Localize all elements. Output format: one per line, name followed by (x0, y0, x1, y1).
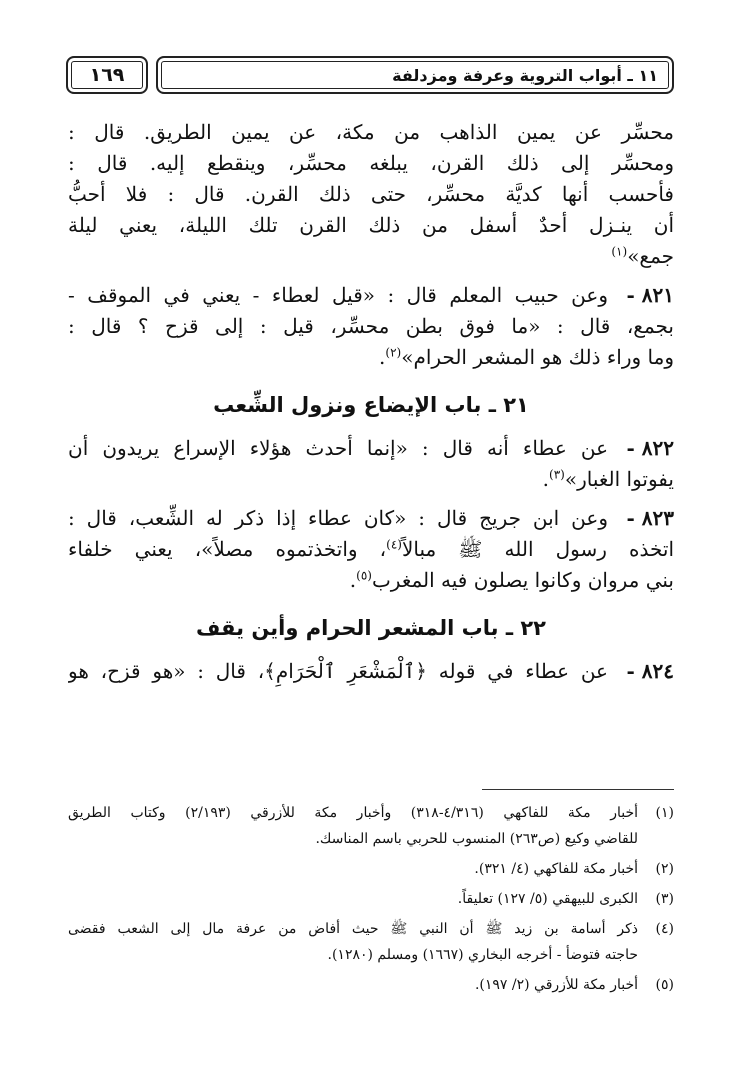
text-fragment: اتخذه رسول الله ﷺ مبالاً (401, 537, 674, 561)
footnote-line: ذكر أسامة بن زيد ﷺ أن النبي ﷺ حيث أفاض من عرفة مال إلى الشعب فقضى (68, 921, 638, 937)
footnote-ref: (٣) (549, 467, 565, 482)
text-fragment: يفوتوا الغبار» (564, 467, 674, 491)
entry-number: ٨٢٤ - (626, 659, 674, 683)
footnote-3 (68, 886, 674, 912)
text-line: فأحسب أنها كديَّة محسِّر، حتى ذلك القرن. قال : فلا أحبُّ (68, 182, 674, 206)
text-line (68, 534, 674, 565)
text-line: ومحسِّر إلى ذلك القرن، يبلغه محسِّر، وينقطع إليه. قال : (68, 151, 674, 175)
footnote-number: (٣) (655, 891, 674, 907)
footnote-line: أخبار مكة للفاكهي (٤/ ٣٢١). (474, 861, 638, 877)
footnote-5 (68, 972, 674, 998)
footnote-ref: (١) (611, 244, 628, 259)
entry-number: ٨٢١ - (626, 283, 674, 307)
footnote-number: (٢) (655, 861, 674, 877)
footnote-2 (68, 856, 674, 882)
footnote-line: الكبرى للبيهقي (٥/ ١٢٧) تعليقاً. (457, 891, 638, 907)
text-line: وعن حبيب المعلم قال : «قيل لعطاء - يعني في الموقف - (68, 283, 608, 307)
text-line (68, 565, 674, 596)
footnote-line: أخبار مكة للأزرقي (٢/ ١٩٧). (474, 977, 638, 993)
text-fragment: جمع» (627, 244, 674, 268)
text-fragment: . (379, 345, 386, 369)
text-line: عن عطاء في قوله ﴿ٱلْمَشْعَرِ ٱلْحَرَامِ﴾، قال : «هو قزح، هو (68, 659, 608, 683)
text-line (68, 342, 674, 373)
entry-821 (68, 280, 674, 373)
chapter-title-box (156, 56, 674, 94)
footnotes (68, 800, 674, 1002)
entry-number: ٨٢٣ - (626, 506, 674, 530)
footnote-number: (٥) (655, 977, 674, 993)
entry-number: ٨٢٢ - (626, 436, 674, 460)
text-fragment: بني مروان وكانوا يصلون فيه المغرب (371, 568, 674, 592)
text-fragment: . (349, 568, 357, 592)
entry-822 (68, 433, 674, 495)
text-line: وعن ابن جريج قال : «كان عطاء إذا ذكر له الشِّعب، قال : (68, 506, 608, 530)
page-header (66, 56, 674, 96)
text-line (68, 464, 674, 495)
entry-823 (68, 503, 674, 596)
text-line: أن ينـزل أحدٌ أسفل من ذلك القرن تلك الليلة، يعني ليلة (68, 213, 674, 237)
page-number: ١٦٩ (89, 64, 125, 86)
footnote-number: (٤) (655, 921, 674, 937)
section-heading-22: ٢٢ ـ باب المشعر الحرام وأين يقف (196, 616, 546, 640)
main-text (68, 117, 674, 695)
entry-824 (68, 656, 674, 687)
footnote-number: (١) (655, 805, 674, 821)
footnote-line: للقاضي وكيع (ص٢٦٣) المنسوب للحربي باسم المناسك. (315, 831, 638, 847)
footnote-ref: (٢) (385, 345, 402, 360)
footnote-ref: (٥) (356, 568, 372, 583)
footnote-4 (68, 916, 674, 968)
footnote-1 (68, 800, 674, 852)
footnote-line: أخبار مكة للفاكهي (٤/٣١٦-٣١٨) وأخبار مكة للأزرقي (٢/١٩٣) وكتاب الطريق (68, 805, 638, 821)
chapter-title: ١١ ـ أبواب التروية وعرفة ومزدلفة (392, 65, 658, 85)
text-fragment: . (542, 467, 550, 491)
intro-paragraph (68, 117, 674, 272)
footnote-line: حاجته فتوضأ - أخرجه البخاري (١٦٦٧) ومسلم (١٢٨٠). (327, 947, 638, 963)
text-line: محسِّر عن يمين الذاهب من مكة، عن يمين الطريق. قال : (68, 120, 674, 144)
text-line: بجمع، قال : «ما فوق بطن محسِّر، قيل : إلى قزح ؟ قال : (68, 314, 674, 338)
text-line: عن عطاء أنه قال : «إنما أحدث هؤلاء الإسراع يريدون أن (68, 436, 608, 460)
text-fragment: وما وراء ذلك هو المشعر الحرام» (401, 345, 674, 369)
text-fragment: ، واتخذتموه مصلاً»، يعني خلفاء (68, 537, 387, 561)
footnote-ref: (٤) (386, 537, 402, 552)
text-line (68, 241, 674, 272)
page-number-box (66, 56, 148, 94)
section-heading-21: ٢١ ـ باب الإيضاع ونزول الشِّعب (213, 393, 529, 417)
footnote-divider (482, 789, 674, 790)
